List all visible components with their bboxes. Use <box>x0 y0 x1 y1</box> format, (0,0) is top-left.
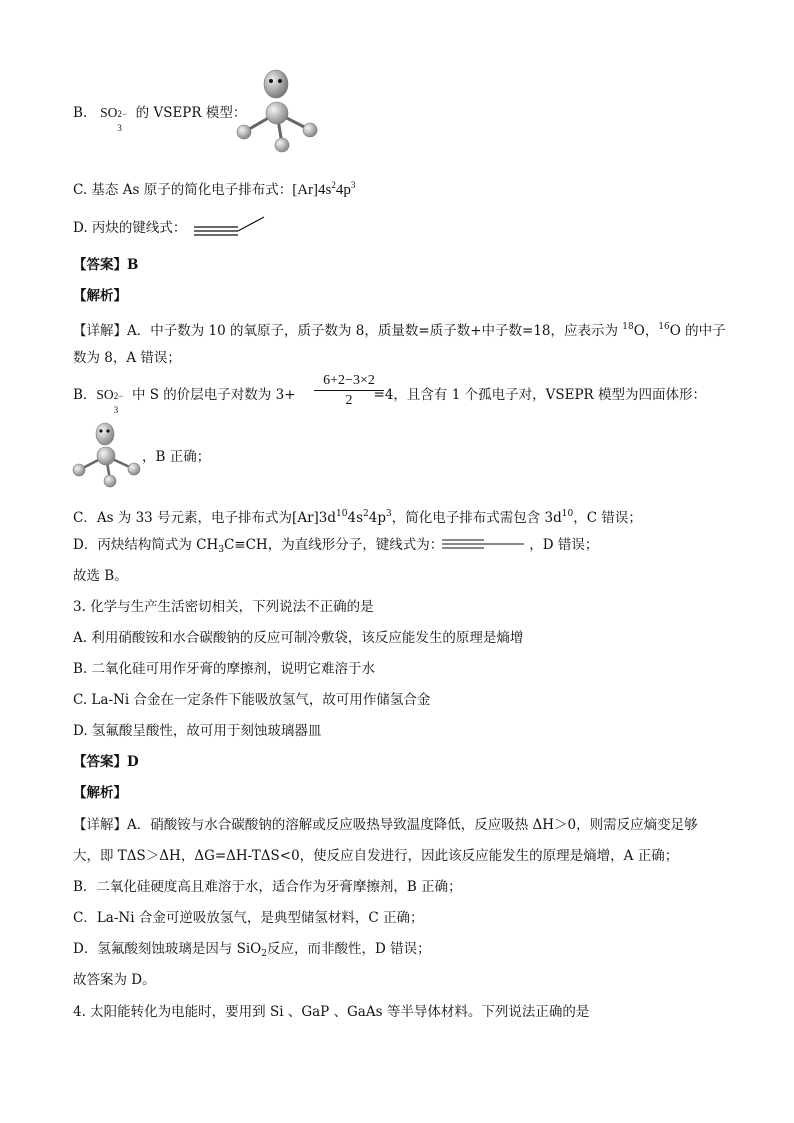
detail-b-line: B．SO 2− 3 中 S 的价层电子对数为 3+ =4，且含有 1 个孤电子对，VSEPR 模型为四面体形： <box>73 387 706 415</box>
detail-a-line2: 数为 8，A 错误； <box>73 350 181 366</box>
detail-a-line1: 【详解】A．中子数为 10 的氧原子，质子数为 8，质量数=质子数+中子数=18，应表示为 $^{18}$O，$^{16}$O 的中子 <box>73 322 726 339</box>
electron-config: $[Ar]4s^24p^3$ <box>292 180 356 198</box>
vsepr-model-image <box>232 68 322 158</box>
detail-d-line: D．丙炔结构简式为 $CH_3C\equiv CH$，为直线形分子，键线式为： ，D 错误； <box>73 537 599 555</box>
question-4: 4. 太阳能转化为电能时，要用到 Si 、GaP 、GaAs 等半导体材料。下列说法正确的是 <box>73 1004 590 1020</box>
analysis-label: 【解析】 <box>73 288 127 304</box>
detail2-a-line1: 【详解】A．硝酸铵与水合碳酸钠的溶解或反应吸热导致温度降低，反应吸热 ΔH＞0，则需反应熵变足够 <box>73 817 698 833</box>
detail-c-line: C．As 为 33 号元素，电子排布式为$[Ar]3d^{10}4s^24p^3$，简化电子排布式需包含 $3d^{10}$，C 错误； <box>73 509 642 526</box>
option-b: B. SO 2− 3 的 VSEPR 模型： <box>73 105 247 133</box>
propyne-skeletal-formula <box>192 214 268 240</box>
propyne-linear-formula <box>440 537 526 553</box>
question-3-option-a: A. 利用硝酸铵和水合碳酸钠的反应可制冷敷袋，该反应能发生的原理是熵增 <box>73 630 524 646</box>
option-label: B. <box>73 105 88 121</box>
detail2-b: B．二氧化硅硬度高且难溶于水，适合作为牙膏摩擦剂，B 正确； <box>73 879 462 895</box>
question-3-option-b: B. 二氧化硅可用作牙膏的摩擦剂，说明它难溶于水 <box>73 661 376 677</box>
answer-label: 【答案】B <box>73 257 139 273</box>
question-3-option-d: D. 氢氟酸呈酸性，故可用于刻蚀玻璃器皿 <box>73 723 322 739</box>
option-c: C. 基态 As 原子的简化电子排布式：$[Ar]4s^24p^3$ <box>73 180 356 198</box>
question-3: 3. 化学与生产生活密切相关，下列说法不正确的是 <box>73 599 374 615</box>
detail2-d: D．氢氟酸刻蚀玻璃是因与 SiO$_2$反应，而非酸性，D 错误； <box>73 941 431 959</box>
fraction-numerator: 6+2−3×2 <box>323 373 375 388</box>
fraction <box>310 372 388 409</box>
analysis-label-2: 【解析】 <box>73 785 127 801</box>
conclusion-2: 故答案为 D。 <box>73 972 156 988</box>
fraction-denominator: 2 <box>345 393 353 408</box>
answer-label-2: 【答案】D <box>73 754 139 770</box>
detail2-c: C．La-Ni 合金可逆吸放氢气，是典型储氢材料，C 正确； <box>73 910 424 926</box>
detail-b-correct: ，B 正确； <box>142 449 211 465</box>
sulfite-formula: SO 2− 3 <box>100 105 127 133</box>
option-d: D. 丙炔的键线式： <box>73 220 187 236</box>
question-3-option-c: C. La-Ni 合金在一定条件下能吸放氢气，故可用作储氢合金 <box>73 692 431 708</box>
detail2-a-line2: 大，即 TΔS＞ΔH，ΔG=ΔH-TΔS<0，使反应自发进行，因此该反应能发生的原理是熵增，A 正确； <box>73 848 679 864</box>
conclusion-1: 故选 B。 <box>73 568 128 584</box>
sulfite-formula-2: SO 2− 3 <box>96 387 124 415</box>
vsepr-model-image-2 <box>72 422 152 488</box>
